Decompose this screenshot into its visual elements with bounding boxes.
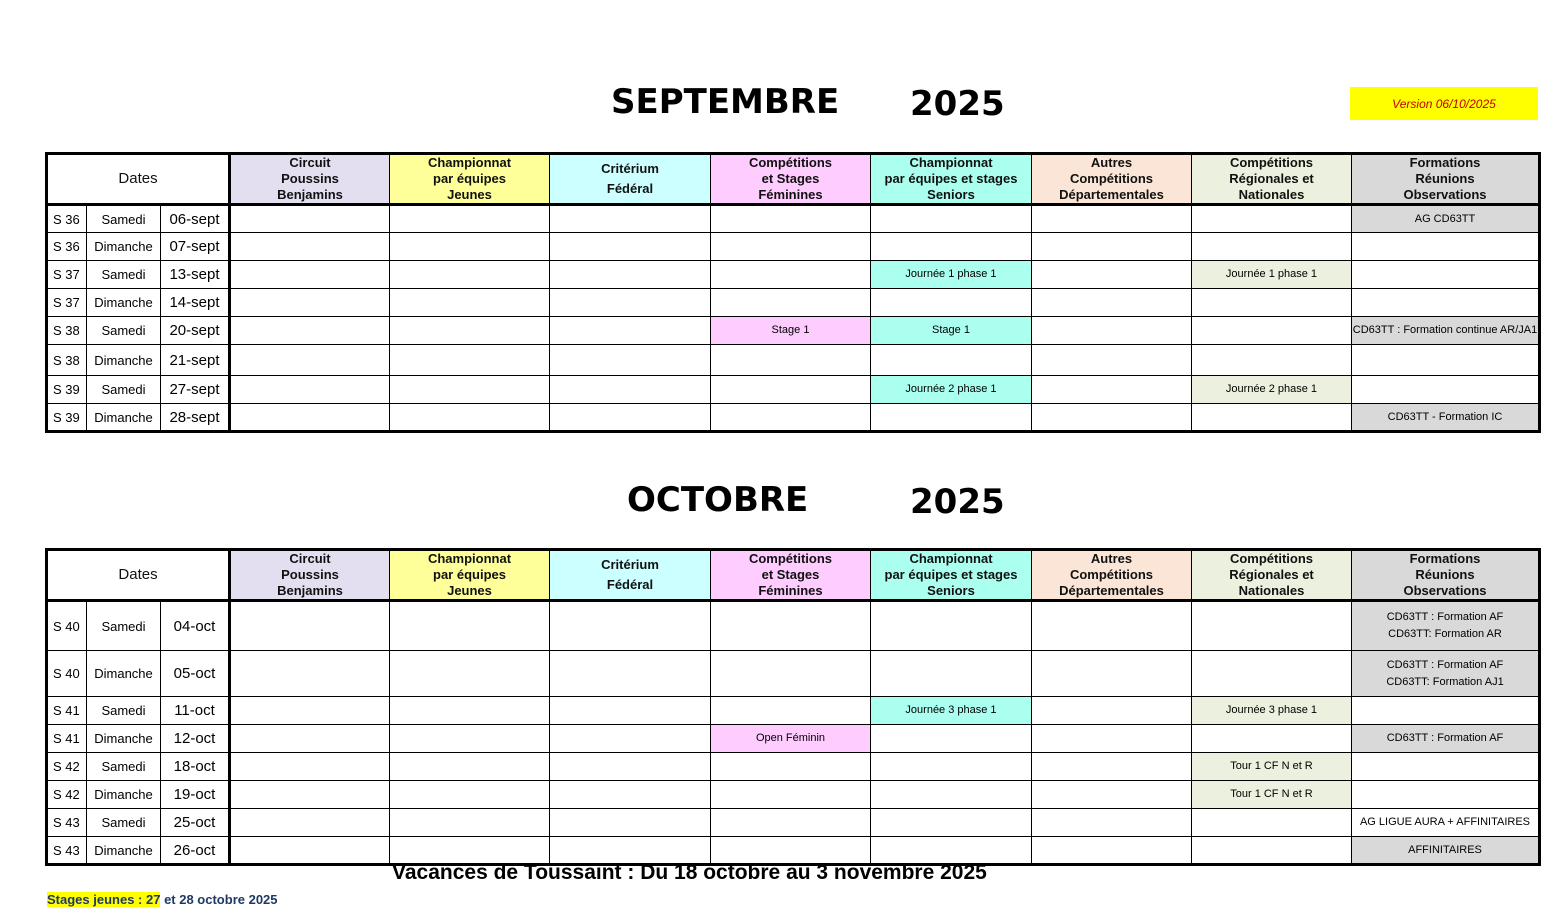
event-cell [550,781,711,809]
column-header [230,154,390,205]
event-cell [1192,809,1352,837]
event-cell [1032,601,1192,651]
week-cell: S 42 [47,781,87,809]
event-cell [711,404,871,432]
column-header [1192,550,1352,601]
column-header-line: Régionales et [1229,567,1314,582]
column-header-line: Réunions [1415,567,1475,582]
event-line: CD63TT: Formation AR [1388,628,1502,640]
event-cell [550,376,711,404]
table-row [47,261,1540,289]
column-header-line: et Stages [761,171,820,186]
event-cell: Journée 1 phase 1 [1192,261,1352,289]
event-cell: CD63TT : Formation AF [1352,725,1540,753]
september-year: 2025 [910,84,1005,124]
event-cell [390,233,550,261]
column-header-line: par équipes et stages [884,171,1018,186]
week-cell: S 37 [47,261,87,289]
event-cell [230,837,390,865]
event-cell: Tour 1 CF N et R [1192,781,1352,809]
column-header-line: Réunions [1415,171,1475,186]
event-cell [871,651,1032,697]
event-cell [1352,261,1540,289]
column-header-line: Championnat [427,551,512,566]
event-cell [230,317,390,345]
event-cell [390,753,550,781]
column-header-line: Championnat [909,155,993,170]
table-row [47,289,1540,317]
october-title: OCTOBRE [627,480,809,520]
event-line: CD63TT : Formation AF [1386,658,1504,671]
column-header-line: Jeunes [447,187,492,202]
date-cell: 11-oct [161,697,230,725]
column-header-line: par équipes [433,567,506,582]
september-calendar-table [45,152,1541,433]
event-cell [390,651,550,697]
table-row [47,651,1540,697]
event-cell [711,753,871,781]
event-cell [1352,376,1540,404]
event-cell [230,601,390,651]
event-cell [550,289,711,317]
vacances-note: Vacances de Toussaint : Du 18 octobre au 3 novembre 2025 [392,861,987,884]
date-cell: 18-oct [161,753,230,781]
day-cell: Dimanche [87,837,161,865]
week-cell: S 41 [47,697,87,725]
table-row [47,317,1540,345]
event-cell [871,205,1032,233]
date-cell: 04-oct [161,601,230,651]
event-cell: Tour 1 CF N et R [1192,753,1352,781]
event-cell [1352,601,1540,651]
day-cell: Dimanche [87,725,161,753]
day-cell: Samedi [87,376,161,404]
column-header-line: Critérium [601,161,659,176]
date-cell: 28-sept [161,404,230,432]
day-cell: Samedi [87,809,161,837]
event-cell [1352,233,1540,261]
event-cell: Stage 1 [711,317,871,345]
column-header [550,154,711,205]
table-row [47,753,1540,781]
event-cell [550,725,711,753]
date-cell: 14-sept [161,289,230,317]
event-cell [1352,289,1540,317]
week-cell: S 36 [47,233,87,261]
table-row [47,233,1540,261]
column-header-line: Compétitions [1229,551,1314,566]
column-header [871,154,1032,205]
event-cell [871,809,1032,837]
stages-highlight: Stages jeunes : 27 [47,892,161,907]
event-cell [1032,697,1192,725]
event-cell [390,376,550,404]
event-cell [1032,317,1192,345]
day-cell: Dimanche [87,345,161,376]
event-cell: AG LIGUE AURA + AFFINITAIRES [1352,809,1540,837]
column-header-line: par équipes [433,171,506,186]
date-cell: 06-sept [161,205,230,233]
event-cell [230,289,390,317]
event-cell [1032,725,1192,753]
event-cell [711,345,871,376]
column-header-line: Circuit [289,551,331,566]
october-year: 2025 [910,482,1005,522]
column-header-line: Championnat [909,551,993,566]
stages-rest: et 28 octobre 2025 [160,892,278,907]
stages-jeunes-note [47,892,278,907]
event-cell [1032,837,1192,865]
week-cell: S 39 [47,404,87,432]
event-cell [550,317,711,345]
column-header [711,154,871,205]
event-cell [390,261,550,289]
week-cell: S 41 [47,725,87,753]
event-cell [550,261,711,289]
event-cell [711,376,871,404]
event-cell [1032,781,1192,809]
table-row [47,725,1540,753]
event-cell [550,697,711,725]
day-cell: Dimanche [87,233,161,261]
event-cell [871,233,1032,261]
column-header-line: Seniors [927,583,975,598]
week-cell: S 39 [47,376,87,404]
day-cell: Samedi [87,753,161,781]
week-cell: S 42 [47,753,87,781]
week-cell: S 40 [47,651,87,697]
event-cell: AFFINITAIRES [1352,837,1540,865]
event-cell [711,601,871,651]
column-header-line: Poussins [281,171,339,186]
event-cell [230,205,390,233]
column-header-line: Féminines [758,583,823,598]
event-cell [550,404,711,432]
event-line: CD63TT: Formation AJ1 [1386,675,1504,688]
event-cell [711,781,871,809]
event-cell: Journée 2 phase 1 [871,376,1032,404]
column-header-line: Nationales [1238,583,1305,598]
column-header [1352,550,1540,601]
event-cell [550,345,711,376]
event-cell [550,651,711,697]
column-header-line: Observations [1403,187,1487,202]
date-cell: 12-oct [161,725,230,753]
week-cell: S 40 [47,601,87,651]
date-cell: 19-oct [161,781,230,809]
event-cell [1192,404,1352,432]
event-cell [871,345,1032,376]
column-header-line: Compétitions [748,155,833,170]
event-cell: AG CD63TT [1352,205,1540,233]
column-header-line: Régionales et [1229,171,1314,186]
day-cell: Dimanche [87,651,161,697]
day-cell: Dimanche [87,404,161,432]
date-cell: 25-oct [161,809,230,837]
dates-header: Dates [47,154,230,205]
event-cell [230,781,390,809]
event-cell [230,404,390,432]
event-cell [230,753,390,781]
event-line: CD63TT : Formation AF [1386,611,1504,623]
day-cell: Dimanche [87,289,161,317]
column-header [871,550,1032,601]
event-cell [550,601,711,651]
event-cell [390,345,550,376]
event-cell [230,809,390,837]
event-cell: Journée 3 phase 1 [1192,697,1352,725]
event-cell [1032,376,1192,404]
event-cell: CD63TT - Formation IC [1352,404,1540,432]
column-header-line: Départementales [1059,187,1164,202]
event-cell [230,376,390,404]
dates-header: Dates [47,550,230,601]
column-header [1032,154,1192,205]
table-row [47,809,1540,837]
event-cell [1032,345,1192,376]
header-row [47,154,1540,205]
event-cell [1032,753,1192,781]
column-header [1352,154,1540,205]
date-cell: 13-sept [161,261,230,289]
column-header [550,550,711,601]
event-cell [1032,205,1192,233]
table-row [47,345,1540,376]
week-cell: S 43 [47,837,87,865]
event-cell [871,725,1032,753]
date-cell: 26-oct [161,837,230,865]
event-cell [711,809,871,837]
event-cell [230,233,390,261]
event-cell: Stage 1 [871,317,1032,345]
event-cell [390,781,550,809]
week-cell: S 36 [47,205,87,233]
column-header-line: Féminines [758,187,823,202]
week-cell: S 43 [47,809,87,837]
event-cell [550,753,711,781]
day-cell: Samedi [87,697,161,725]
event-cell [711,261,871,289]
event-cell [871,781,1032,809]
column-header [390,154,550,205]
column-header-line: Autres [1090,155,1133,170]
event-cell [1032,233,1192,261]
event-cell [230,345,390,376]
event-cell [1352,697,1540,725]
date-cell: 21-sept [161,345,230,376]
event-cell [230,725,390,753]
event-cell [711,205,871,233]
event-cell [871,289,1032,317]
version-badge: Version 06/10/2025 [1350,87,1538,120]
date-cell: 20-sept [161,317,230,345]
column-header [1032,550,1192,601]
event-cell [550,233,711,261]
column-header-line: Départementales [1059,583,1164,598]
table-row [47,781,1540,809]
table-row [47,404,1540,432]
column-header-line: Jeunes [447,583,492,598]
column-header-line: Benjamins [277,187,343,202]
event-cell [1032,261,1192,289]
day-cell: Samedi [87,601,161,651]
column-header-line: Formations [1409,551,1481,566]
event-cell [1192,289,1352,317]
october-calendar-table [45,548,1541,866]
event-cell [550,809,711,837]
column-header-line: Compétitions [748,551,833,566]
column-header [390,550,550,601]
september-title: SEPTEMBRE [611,82,840,122]
event-cell [390,404,550,432]
column-header-line: Poussins [281,567,339,582]
week-cell: S 38 [47,345,87,376]
event-cell [711,289,871,317]
event-cell [230,651,390,697]
event-cell [390,697,550,725]
event-cell: Journée 3 phase 1 [871,697,1032,725]
event-cell [1352,345,1540,376]
event-cell [390,809,550,837]
event-cell [1032,651,1192,697]
column-header-line: Critérium [601,557,659,572]
column-header-line: Championnat [427,155,512,170]
event-cell [1352,651,1540,697]
column-header-line: Fédéral [606,577,654,592]
table-row [47,601,1540,651]
event-cell [871,753,1032,781]
event-cell [230,261,390,289]
week-cell: S 38 [47,317,87,345]
column-header-line: Compétitions [1229,155,1314,170]
column-header-line: Seniors [927,187,975,202]
table-row [47,205,1540,233]
column-header-line: Autres [1090,551,1133,566]
event-cell: Open Féminin [711,725,871,753]
event-cell [1192,601,1352,651]
week-cell: S 37 [47,289,87,317]
column-header-line: Benjamins [277,583,343,598]
event-cell [711,697,871,725]
column-header-line: par équipes et stages [884,567,1018,582]
day-cell: Samedi [87,205,161,233]
event-cell [1192,205,1352,233]
column-header-line: Circuit [289,155,331,170]
event-cell [1192,233,1352,261]
column-header [230,550,390,601]
event-cell [390,317,550,345]
event-cell [550,205,711,233]
event-cell [1192,651,1352,697]
column-header-line: Fédéral [606,181,654,196]
column-header-line: Compétitions [1069,171,1154,186]
date-cell: 07-sept [161,233,230,261]
column-header [1192,154,1352,205]
day-cell: Samedi [87,261,161,289]
column-header-line: et Stages [761,567,820,582]
column-header-line: Formations [1409,155,1481,170]
table-row [47,376,1540,404]
day-cell: Samedi [87,317,161,345]
event-cell [390,601,550,651]
event-cell [390,205,550,233]
date-cell: 27-sept [161,376,230,404]
event-cell [1192,317,1352,345]
date-cell: 05-oct [161,651,230,697]
event-cell: Journée 2 phase 1 [1192,376,1352,404]
event-cell [1192,345,1352,376]
event-cell [390,289,550,317]
column-header-line: Observations [1403,583,1487,598]
column-header [711,550,871,601]
event-cell [871,601,1032,651]
header-row [47,550,1540,601]
event-cell [1032,404,1192,432]
event-cell [711,233,871,261]
table-row [47,697,1540,725]
event-cell [711,651,871,697]
column-header-line: Nationales [1238,187,1305,202]
column-header-line: Compétitions [1069,567,1154,582]
event-cell [1192,725,1352,753]
event-cell: CD63TT : Formation continue AR/JA1 [1352,317,1540,345]
event-cell [1032,809,1192,837]
event-cell [1032,289,1192,317]
event-cell [390,725,550,753]
event-cell [1352,781,1540,809]
day-cell: Dimanche [87,781,161,809]
event-cell [1192,837,1352,865]
event-cell: Journée 1 phase 1 [871,261,1032,289]
event-cell [871,404,1032,432]
event-cell [230,697,390,725]
event-cell [1352,753,1540,781]
